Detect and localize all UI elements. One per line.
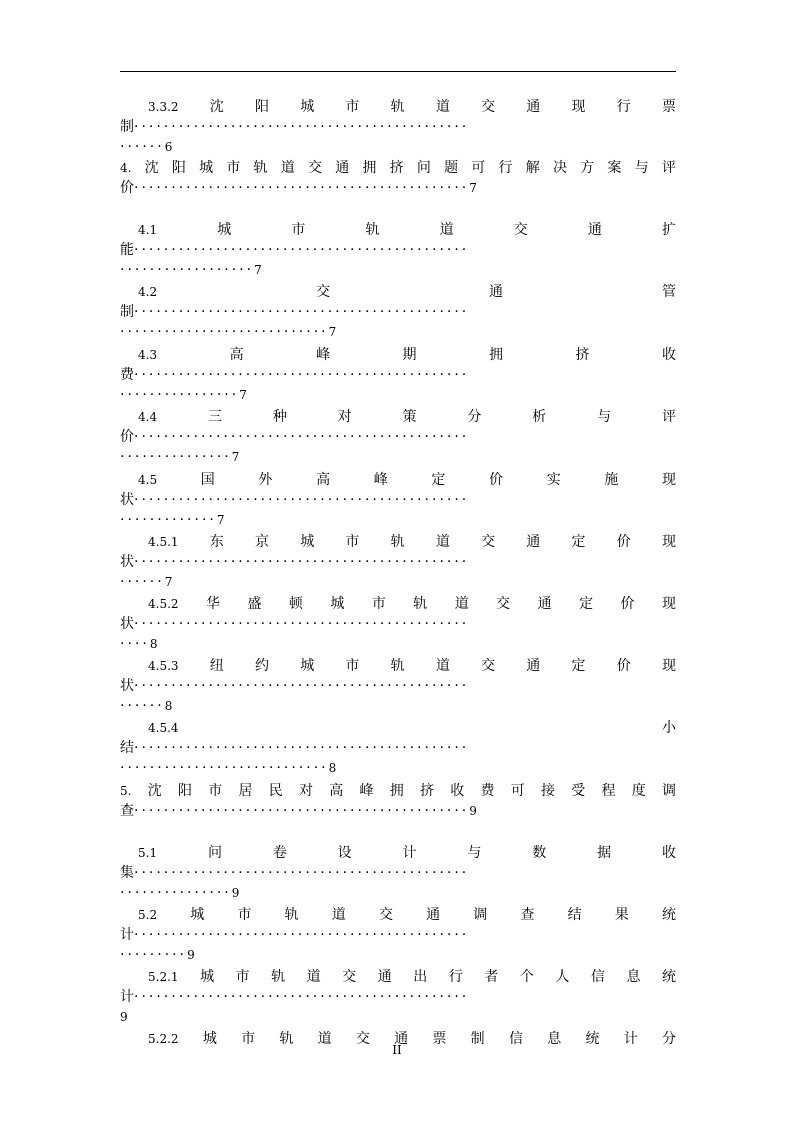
section-number: 5.2 <box>138 908 158 922</box>
title-char: 状 <box>120 554 134 570</box>
title-char: 价 <box>620 596 635 612</box>
title-char: 通 <box>526 99 541 115</box>
toc-entry-leader <box>120 117 676 137</box>
title-char: 阳 <box>254 99 269 115</box>
section-number: 4.4 <box>138 410 158 424</box>
title-char: 高 <box>229 347 244 363</box>
title-char: 沈 <box>147 783 162 799</box>
title-char: 解 <box>525 160 540 176</box>
title-char: 评 <box>661 160 676 176</box>
toc-entry[interactable] <box>120 594 676 654</box>
toc-entry-title <box>120 407 676 427</box>
section-number: 3.3.2 <box>148 100 179 114</box>
toc-entry[interactable] <box>120 220 676 280</box>
toc-page-number: 8 <box>328 761 337 775</box>
title-char: 道 <box>439 222 454 238</box>
title-char: 可 <box>510 783 525 799</box>
title-char: 现 <box>571 99 586 115</box>
toc-entry[interactable] <box>120 345 676 405</box>
dot-leader: ············································· <box>134 989 470 1005</box>
toc-entry-leader <box>120 365 676 385</box>
title-char: 交 <box>342 969 357 985</box>
title-char: 定 <box>571 534 586 550</box>
title-char: 轨 <box>390 534 405 550</box>
title-char: 决 <box>552 160 567 176</box>
title-char: 价 <box>616 658 631 674</box>
toc-entry-page <box>120 1007 676 1027</box>
title-char: 城 <box>200 969 215 985</box>
title-char: 集 <box>120 865 134 881</box>
title-char: 轨 <box>365 222 380 238</box>
dot-leader: ············································· <box>134 429 470 445</box>
title-char: 三 <box>207 409 222 425</box>
toc-entry-title <box>120 781 676 801</box>
title-char: 票 <box>661 99 676 115</box>
toc-entry[interactable] <box>120 656 676 716</box>
title-char: 现 <box>661 658 676 674</box>
title-char: 城 <box>202 1031 217 1047</box>
title-char: 峰 <box>359 783 374 799</box>
toc-entry-title <box>120 220 676 240</box>
title-char: 市 <box>208 783 223 799</box>
title-char: 交 <box>307 160 322 176</box>
dot-leader: ···························· <box>120 760 329 776</box>
section-number: 4.5.1 <box>148 535 179 549</box>
title-char: 城 <box>190 907 205 923</box>
title-char: 城 <box>300 99 315 115</box>
title-char: 交 <box>513 222 528 238</box>
title-char: 顿 <box>288 596 303 612</box>
title-char: 种 <box>272 409 287 425</box>
toc-entry-page <box>120 510 676 530</box>
title-char: 道 <box>435 99 450 115</box>
dot-leader: ··············· <box>120 449 232 465</box>
title-char: 分 <box>467 409 482 425</box>
dot-leader: ············································· <box>134 927 470 943</box>
title-char: 析 <box>532 409 547 425</box>
title-char: 轨 <box>253 160 268 176</box>
toc-entry-page <box>120 945 676 965</box>
toc-entry-leader <box>120 427 676 447</box>
toc-entry-title <box>120 345 676 365</box>
title-char: 题 <box>444 160 459 176</box>
title-char: 状 <box>120 616 134 632</box>
title-char: 道 <box>280 160 295 176</box>
title-char: 查 <box>520 907 535 923</box>
title-char: 交 <box>481 534 496 550</box>
title-char: 轨 <box>279 1031 294 1047</box>
title-char: 交 <box>496 596 511 612</box>
dot-leader: ············································· <box>134 119 470 135</box>
title-char: 道 <box>435 658 450 674</box>
title-char: 票 <box>432 1031 447 1047</box>
title-char: 小 <box>662 720 676 736</box>
title-char: 峰 <box>316 347 331 363</box>
dot-leader: ········· <box>120 947 188 963</box>
toc-page-number: 6 <box>164 140 173 154</box>
title-char: 制 <box>120 119 134 135</box>
title-char: 轨 <box>271 969 286 985</box>
title-char: 轨 <box>413 596 428 612</box>
title-char: 通 <box>426 907 441 923</box>
dot-leader: ··············· <box>120 885 232 901</box>
toc-entry[interactable] <box>120 407 676 467</box>
toc-entry[interactable] <box>120 781 676 821</box>
toc-page-number: 9 <box>469 804 477 818</box>
toc-entry-page <box>120 447 676 467</box>
title-char: 交 <box>481 658 496 674</box>
title-char: 施 <box>604 472 619 488</box>
title-char: 现 <box>661 534 676 550</box>
title-char: 价 <box>616 534 631 550</box>
dot-leader: ············································· <box>134 492 470 508</box>
toc-page-number: 7 <box>239 388 247 402</box>
title-char: 现 <box>662 472 676 488</box>
title-char: 对 <box>298 783 313 799</box>
title-char: 交 <box>378 907 393 923</box>
title-char: 方 <box>580 160 595 176</box>
title-char: 查 <box>120 803 134 819</box>
section-number: 5.2.1 <box>148 970 179 984</box>
title-char: 道 <box>306 969 321 985</box>
dot-leader: ············· <box>120 512 217 528</box>
toc-entry-page <box>120 137 676 157</box>
title-char: 程 <box>601 783 616 799</box>
dot-leader: ·················· <box>120 262 255 278</box>
title-char: 华 <box>206 596 220 612</box>
toc-page-number: 7 <box>231 450 240 464</box>
section-number: 4.1 <box>138 223 158 237</box>
toc-page-number: 8 <box>164 699 173 713</box>
toc-entry[interactable] <box>120 282 676 342</box>
title-char: 果 <box>614 907 629 923</box>
title-char: 据 <box>597 845 612 861</box>
title-char: 度 <box>631 783 646 799</box>
title-char: 轨 <box>390 99 405 115</box>
toc-entry-leader <box>120 552 676 572</box>
title-char: 计 <box>623 1031 638 1047</box>
title-char: 调 <box>473 907 488 923</box>
dot-leader: ············································· <box>134 803 470 819</box>
title-char: 定 <box>579 596 594 612</box>
toc-entry-leader <box>120 863 676 883</box>
title-char: 市 <box>237 907 252 923</box>
section-number: 5. <box>120 784 132 798</box>
toc-entry-title <box>120 843 676 863</box>
title-char: 通 <box>377 969 392 985</box>
toc-page-number: 7 <box>164 575 173 589</box>
title-char: 沈 <box>209 99 224 115</box>
title-char: 价 <box>489 472 504 488</box>
dot-leader: ············································· <box>134 616 470 632</box>
dot-leader: ···························· <box>120 324 329 340</box>
toc-page-number: 7 <box>254 263 262 277</box>
page-number: II <box>392 1043 402 1057</box>
title-char: 价 <box>120 429 134 445</box>
title-char: 挤 <box>389 160 404 176</box>
toc-entry-leader <box>120 178 676 198</box>
toc-entry[interactable] <box>120 967 676 1027</box>
title-char: 高 <box>316 472 331 488</box>
title-char: 现 <box>661 596 676 612</box>
title-char: 行 <box>448 969 463 985</box>
toc-entry-title <box>120 158 676 178</box>
dot-leader: ················ <box>120 387 240 403</box>
toc-entry[interactable] <box>120 843 676 903</box>
toc-page-number: 7 <box>328 325 337 339</box>
title-char: 个 <box>519 969 534 985</box>
title-char: 制 <box>470 1031 485 1047</box>
title-char: 东 <box>209 534 224 550</box>
title-char: 制 <box>120 304 134 320</box>
title-char: 拥 <box>489 347 504 363</box>
title-char: 通 <box>587 222 602 238</box>
title-char: 与 <box>467 845 482 861</box>
title-char: 市 <box>241 1031 256 1047</box>
title-char: 道 <box>454 596 469 612</box>
title-char: 计 <box>120 989 134 1005</box>
toc-page-number: 9 <box>120 1010 128 1024</box>
toc-entry[interactable] <box>120 905 676 965</box>
dot-leader: ············································· <box>134 367 470 383</box>
title-char: 出 <box>413 969 428 985</box>
title-char: 城 <box>330 596 345 612</box>
title-char: 通 <box>526 658 541 674</box>
dot-leader: ············································· <box>134 180 470 196</box>
title-char: 接 <box>540 783 555 799</box>
title-char: 人 <box>555 969 570 985</box>
toc-entry-leader <box>120 490 676 510</box>
title-char: 结 <box>567 907 582 923</box>
toc-entry-leader <box>120 240 676 260</box>
title-char: 通 <box>526 534 541 550</box>
title-char: 城 <box>300 534 315 550</box>
toc-page-number: 8 <box>149 637 158 651</box>
toc-entry-leader <box>120 614 676 634</box>
toc-entry-leader <box>120 925 676 945</box>
toc-entry-page <box>120 260 676 280</box>
toc-entry-title <box>120 967 676 987</box>
title-char: 卷 <box>272 845 287 861</box>
toc-entry[interactable] <box>120 532 676 592</box>
toc-entry-title <box>120 656 676 676</box>
toc-entry-title <box>120 532 676 552</box>
toc-entry-leader <box>120 302 676 322</box>
title-char: 盛 <box>247 596 262 612</box>
title-char: 京 <box>254 534 269 550</box>
title-char: 结 <box>120 740 134 756</box>
title-char: 道 <box>317 1031 332 1047</box>
title-char: 轨 <box>284 907 299 923</box>
toc-entry-title <box>120 905 676 925</box>
title-char: 分 <box>662 1031 676 1047</box>
title-char: 峰 <box>373 472 388 488</box>
title-char: 市 <box>371 596 386 612</box>
title-char: 扩 <box>661 222 676 238</box>
toc-entry-page <box>120 385 676 405</box>
title-char: 交 <box>481 99 496 115</box>
section-number: 4.5.2 <box>148 597 179 611</box>
title-char: 可 <box>471 160 486 176</box>
title-char: 约 <box>254 658 269 674</box>
title-char: 挤 <box>419 783 434 799</box>
title-char: 市 <box>291 222 306 238</box>
title-char: 状 <box>120 492 134 508</box>
section-number: 4.5 <box>138 473 158 487</box>
toc-entry-page <box>120 634 676 654</box>
title-char: 息 <box>626 969 641 985</box>
dot-leader: ············································· <box>134 678 470 694</box>
title-char: 费 <box>480 783 495 799</box>
title-char: 国 <box>200 472 215 488</box>
title-char: 拥 <box>389 783 404 799</box>
toc-page-number: 9 <box>231 886 240 900</box>
title-char: 案 <box>607 160 622 176</box>
title-char: 状 <box>120 678 134 694</box>
toc-entry-leader <box>120 987 676 1007</box>
title-char: 统 <box>661 907 676 923</box>
title-char: 价 <box>120 180 134 196</box>
title-char: 信 <box>590 969 605 985</box>
title-char: 期 <box>402 347 417 363</box>
title-char: 城 <box>217 222 232 238</box>
title-char: 计 <box>120 927 134 943</box>
dot-leader: ············································· <box>134 554 470 570</box>
title-char: 城 <box>199 160 214 176</box>
title-char: 市 <box>226 160 241 176</box>
dot-leader: ······ <box>120 139 165 155</box>
title-char: 轨 <box>390 658 405 674</box>
section-number: 4.5.4 <box>148 721 179 735</box>
title-char: 道 <box>435 534 450 550</box>
title-char: 与 <box>597 409 612 425</box>
title-char: 民 <box>268 783 283 799</box>
title-char: 息 <box>547 1031 562 1047</box>
title-char: 受 <box>571 783 586 799</box>
title-char: 阳 <box>171 160 186 176</box>
title-char: 市 <box>345 99 360 115</box>
title-char: 收 <box>661 845 676 861</box>
title-char: 能 <box>120 242 134 258</box>
toc-page-number: 7 <box>216 513 225 527</box>
toc-entry-title <box>120 718 676 738</box>
title-char: 纽 <box>209 658 224 674</box>
title-char: 拥 <box>362 160 377 176</box>
title-char: 费 <box>120 367 134 383</box>
title-char: 统 <box>585 1031 600 1047</box>
title-char: 交 <box>316 284 331 300</box>
title-char: 问 <box>416 160 431 176</box>
title-char: 统 <box>661 969 676 985</box>
title-char: 对 <box>337 409 352 425</box>
title-char: 调 <box>661 783 676 799</box>
toc-entry-title <box>120 97 676 117</box>
toc-page-number: 9 <box>187 948 195 962</box>
title-char: 通 <box>335 160 350 176</box>
title-char: 城 <box>300 658 315 674</box>
title-char: 市 <box>235 969 250 985</box>
dot-leader: ······ <box>120 698 165 714</box>
toc-entry-page <box>120 696 676 716</box>
title-char: 市 <box>345 658 360 674</box>
toc-entry-page <box>120 572 676 592</box>
title-char: 挤 <box>575 347 590 363</box>
toc-entry-page <box>120 322 676 342</box>
toc-entry[interactable] <box>120 470 676 530</box>
title-char: 定 <box>431 472 446 488</box>
title-char: 沈 <box>144 160 159 176</box>
toc-entry[interactable] <box>120 158 676 198</box>
title-char: 外 <box>258 472 273 488</box>
dot-leader: ············································· <box>134 740 470 756</box>
title-char: 计 <box>402 845 417 861</box>
dot-leader: ···· <box>120 636 150 652</box>
title-char: 数 <box>532 845 547 861</box>
title-char: 与 <box>634 160 649 176</box>
title-char: 行 <box>498 160 513 176</box>
dot-leader: ······ <box>120 574 165 590</box>
title-char: 策 <box>402 409 417 425</box>
section-number: 4.2 <box>138 285 158 299</box>
section-number: 5.2.2 <box>148 1032 179 1046</box>
toc-entry-page <box>120 758 676 778</box>
title-char: 市 <box>345 534 360 550</box>
title-char: 阳 <box>177 783 192 799</box>
title-char: 道 <box>331 907 346 923</box>
title-char: 实 <box>546 472 561 488</box>
toc-page-number: 7 <box>469 181 477 195</box>
title-char: 行 <box>616 99 631 115</box>
header-rule <box>120 71 676 72</box>
title-char: 居 <box>238 783 253 799</box>
toc-entry-leader <box>120 801 676 821</box>
title-char: 通 <box>489 284 504 300</box>
title-char: 设 <box>337 845 352 861</box>
title-char: 管 <box>662 284 676 300</box>
title-char: 问 <box>207 845 222 861</box>
title-char: 通 <box>394 1031 409 1047</box>
dot-leader: ············································· <box>134 865 470 881</box>
title-char: 者 <box>484 969 499 985</box>
toc-entry-title <box>120 594 676 614</box>
title-char: 收 <box>450 783 465 799</box>
title-char: 高 <box>329 783 344 799</box>
toc-entry[interactable] <box>120 97 676 157</box>
toc-entry-leader <box>120 738 676 758</box>
toc-entry-title <box>120 470 676 490</box>
title-char: 交 <box>355 1031 370 1047</box>
toc-entry[interactable] <box>120 718 676 778</box>
title-char: 收 <box>662 347 676 363</box>
dot-leader: ············································· <box>134 304 470 320</box>
toc-entry-title <box>120 282 676 302</box>
title-char: 通 <box>537 596 552 612</box>
section-number: 5.1 <box>138 846 158 860</box>
dot-leader: ············································· <box>134 242 470 258</box>
section-number: 4.3 <box>138 348 158 362</box>
toc-entry-page <box>120 883 676 903</box>
section-number: 4.5.3 <box>148 659 179 673</box>
title-char: 定 <box>571 658 586 674</box>
title-char: 信 <box>508 1031 523 1047</box>
section-number: 4. <box>120 161 132 175</box>
toc-entry-leader <box>120 676 676 696</box>
title-char: 评 <box>661 409 676 425</box>
